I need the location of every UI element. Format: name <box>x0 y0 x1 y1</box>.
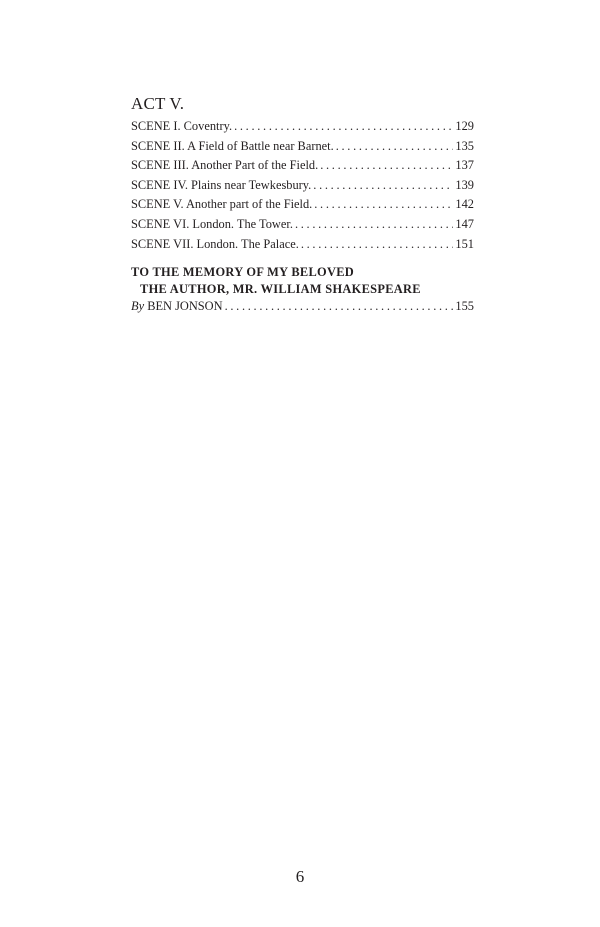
toc-entry-page: 137 <box>455 158 474 173</box>
toc-entry-scene-1[interactable] <box>131 117 474 137</box>
page-number: 6 <box>295 867 305 886</box>
dot-leader <box>225 297 454 317</box>
dedication-heading <box>131 264 474 297</box>
toc-entry-page: 151 <box>455 236 474 251</box>
toc-entry-label: SCENE IV. Plains near Tewkesbury. <box>131 177 312 192</box>
by-prefix: By <box>131 299 145 314</box>
dedication-title-line-1: TO THE MEMORY OF MY BELOVED <box>131 265 355 280</box>
dot-leader <box>313 176 453 196</box>
dedication-title-line-2: THE AUTHOR, MR. WILLIAM SHAKESPEARE <box>140 281 421 296</box>
toc-entry-label: SCENE VI. London. The Tower. <box>131 216 293 231</box>
toc-entry-label <box>131 297 223 317</box>
toc-entry-label: SCENE VII. London. The Palace. <box>131 236 299 251</box>
dedication-author: BEN JONSON <box>147 299 223 314</box>
toc-entry-page: 129 <box>455 119 474 133</box>
table-of-contents <box>131 94 474 317</box>
dot-leader <box>301 235 454 255</box>
toc-entry-page: 142 <box>455 197 474 212</box>
toc-entry-label: SCENE II. A Field of Battle near Barnet. <box>131 138 334 153</box>
dot-leader <box>336 137 454 157</box>
toc-entry-page: 135 <box>455 138 474 153</box>
toc-entry-label: SCENE III. Another Part of the Field. <box>131 158 319 173</box>
dot-leader <box>234 117 453 137</box>
toc-entry-scene-2[interactable] <box>131 137 474 157</box>
toc-entry-scene-4[interactable] <box>131 176 474 196</box>
toc-entry-scene-6[interactable] <box>131 215 474 235</box>
toc-entry-page: 147 <box>455 216 474 231</box>
toc-entry-page: 139 <box>455 177 474 192</box>
toc-entry-label: SCENE I. Coventry. <box>131 119 233 133</box>
dot-leader <box>314 195 453 215</box>
dot-leader <box>295 215 453 235</box>
toc-entry-scene-5[interactable] <box>131 195 474 215</box>
toc-entry-page: 155 <box>455 299 474 314</box>
toc-entry-scene-7[interactable] <box>131 235 474 255</box>
dot-leader <box>320 156 453 176</box>
toc-entry-label: SCENE V. Another part of the Field. <box>131 197 313 212</box>
toc-entry-scene-3[interactable] <box>131 156 474 176</box>
toc-entry-dedication[interactable] <box>131 297 474 317</box>
act-heading: ACT V. <box>131 94 185 113</box>
